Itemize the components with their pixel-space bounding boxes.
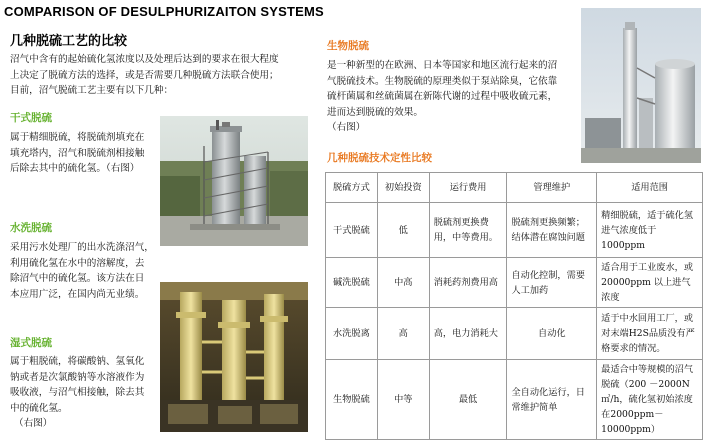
cell-method: 水洗脱离 — [326, 308, 378, 360]
bio-line: 是一种新型的在欧洲、日本等国家和地区流行起来的沼 — [327, 60, 558, 71]
wet-paragraph — [10, 354, 160, 432]
cell-maintenance: 脱硫剂更换频繁；结体潜在腐蚀问题 — [507, 203, 597, 258]
cell-scope: 精细脱硫，适于硫化氢进气浓度低于 1000ppm — [597, 203, 703, 258]
header-operating-cost: 运行费用 — [429, 173, 507, 203]
dry-line: 后除去其中的硫化氢。（右图） — [10, 163, 140, 174]
intro-line: 目前，沼气脱硫工艺主要有以下几种： — [10, 85, 174, 96]
cell-method: 干式脱硫 — [326, 203, 378, 258]
wet-line: 中的硫化氢。 — [10, 402, 68, 414]
dry-line: 属于精细脱硫，将脱硫剂填充在 — [10, 132, 145, 143]
table-row — [326, 203, 703, 258]
wet-equipment-photo — [160, 282, 308, 432]
cell-cost: 最低 — [429, 360, 507, 440]
dry-line: 填充塔内，沼气和脱硫剂相接触 — [10, 147, 145, 159]
water-paragraph — [10, 240, 160, 302]
header-method: 脱硫方式 — [326, 173, 378, 203]
table-row — [326, 360, 703, 440]
wet-line: 吸收液，与沼气相接触，除去其 — [10, 387, 145, 398]
bio-line: 气脱硫技术。生物脱硫的原理类似于泵站除臭，它依靠 — [327, 75, 558, 87]
intro-paragraph — [10, 52, 320, 99]
table-title: 几种脱硫技术定性比较 — [327, 152, 432, 164]
intro-line: 上决定了脱硫方法的选择，或是否需要几种脱硫方法联合使用； — [10, 69, 279, 81]
cell-maintenance: 自动化 — [507, 308, 597, 360]
cell-cost: 脱硫剂更换费用，中等费用。 — [429, 203, 507, 258]
banner-title: COMPARISON OF DESULPHURIZAITON SYSTEMS — [4, 4, 324, 19]
cell-method: 生物脱硫 — [326, 360, 378, 440]
table-header-row — [326, 173, 703, 203]
cell-method: 碱洗脱硫 — [326, 258, 378, 308]
cell-investment: 中高 — [377, 258, 429, 308]
bio-tank-photo — [581, 8, 701, 163]
bio-line: 硫杆菌属和丝硫菌属在新陈代谢的过程中吸收硫元素， — [327, 91, 558, 102]
cell-scope: 适合用于工业废水，或20000ppm 以上进气浓度 — [597, 258, 703, 308]
bio-note: （右图） — [327, 122, 366, 133]
header-maintenance: 管理维护 — [507, 173, 597, 203]
cell-scope: 适于中水回用工厂，或对末端H2S品质没有严格要求的情况。 — [597, 308, 703, 360]
water-title: 水洗脱硫 — [10, 222, 52, 234]
intro-line: 沼气中含有的起始硫化氢浓度以及处理后达到的要求在很大程度 — [10, 54, 279, 65]
dry-paragraph — [10, 130, 160, 177]
dry-title: 干式脱硫 — [10, 112, 52, 124]
cell-maintenance: 自动化控制，需要人工加药 — [507, 258, 597, 308]
bio-line: 进而达到脱硫的效果。 — [327, 106, 423, 118]
bio-paragraph — [327, 58, 579, 136]
water-line: 利用硫化氢在水中的溶解度，去 — [10, 257, 145, 269]
bio-title: 生物脱硫 — [327, 40, 369, 52]
water-line: 本应用广泛，在国内尚无业绩。 — [10, 288, 145, 300]
cell-scope: 最适合中等规模的沼气脱硫（200 －2000N㎥/h，硫化氢初始浓度在2000ppm－ 10000ppm） — [597, 360, 703, 440]
wet-line: 属于粗脱硫，将碳酸钠、氢氧化 — [10, 356, 145, 367]
wet-line: 钠或者是次氯酸钠等水溶液作为 — [10, 371, 145, 383]
cell-cost: 消耗药剂费用高 — [429, 258, 507, 308]
water-line: 除沼气中的硫化氢。该方法在日 — [10, 273, 145, 284]
header-scope: 适用范围 — [597, 173, 703, 203]
cell-investment: 中等 — [377, 360, 429, 440]
table-row — [326, 308, 703, 360]
wet-title: 湿式脱硫 — [10, 337, 52, 349]
cell-investment: 高 — [377, 308, 429, 360]
comparison-table — [325, 172, 703, 440]
dry-tower-photo — [160, 116, 308, 246]
header-investment: 初始投资 — [377, 173, 429, 203]
water-line: 采用污水处理厂的出水洗涤沼气， — [10, 242, 154, 253]
table-row — [326, 258, 703, 308]
cell-maintenance: 全自动化运行，日常维护简单 — [507, 360, 597, 440]
cell-cost: 高，电力消耗大 — [429, 308, 507, 360]
wet-note: （右图） — [14, 418, 53, 429]
main-title: 几种脱硫工艺的比较 — [10, 34, 128, 49]
cell-investment: 低 — [377, 203, 429, 258]
